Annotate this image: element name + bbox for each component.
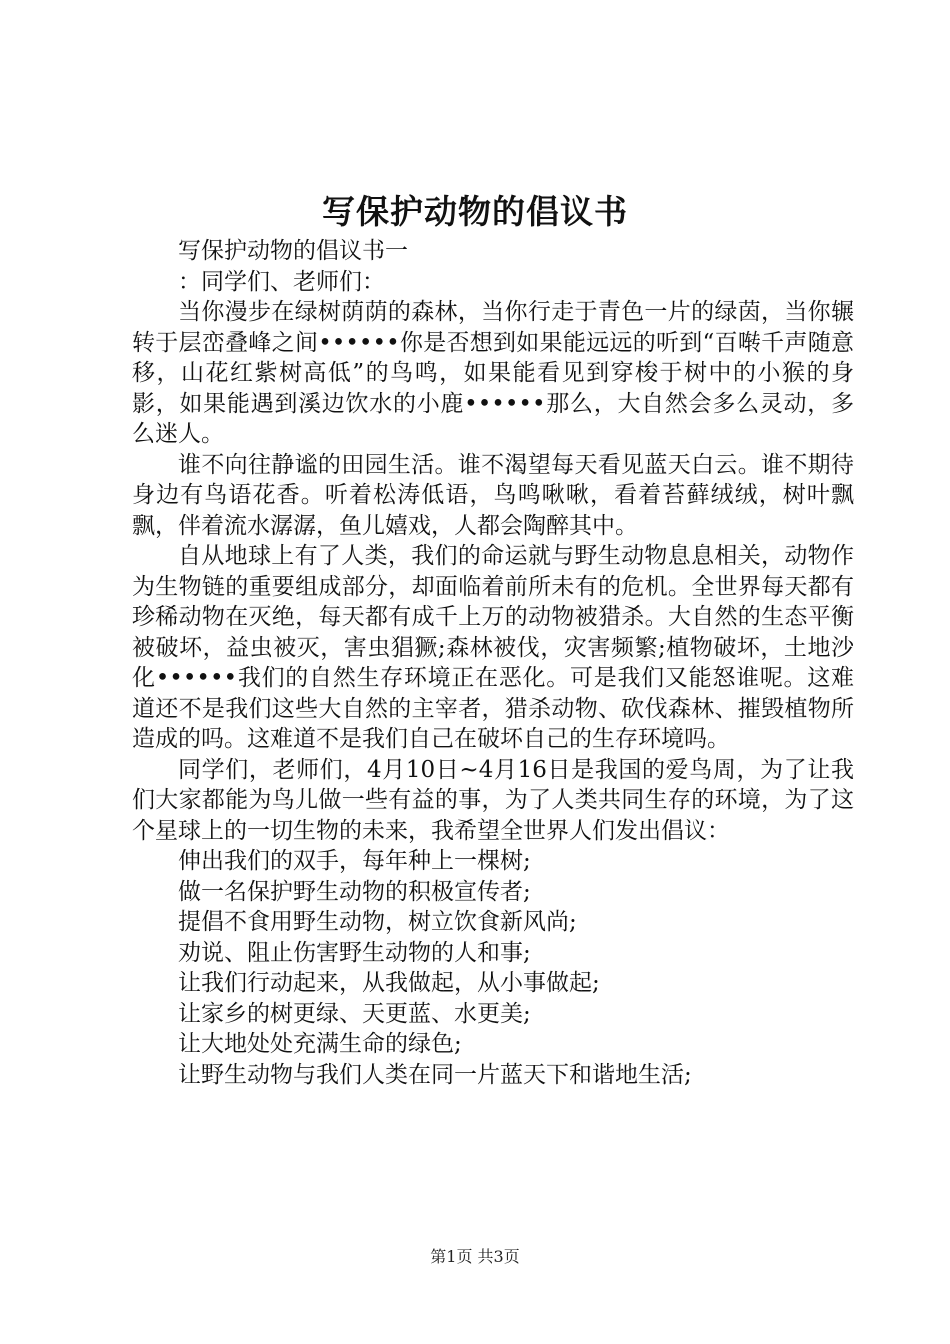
proposal-item: 伸出我们的双手，每年种上一棵树; bbox=[178, 848, 531, 874]
proposal-item: 让我们行动起来，从我做起，从小事做起; bbox=[178, 970, 600, 996]
paragraph: 当你漫步在绿树荫荫的森林，当你行走于青色一片的绿茵，当你辗转于层峦叠峰之间••••••你是否想到如果能远远的听到“百啭千声随意移，山花红紫树高低”的鸟鸣，如果能看见到穿梭于树中的小猴的身影，如果能遇到溪边饮水的小鹿••••••那么，大自然会多么灵动，多么迷人。 bbox=[132, 299, 854, 447]
paragraph: 同学们，老师们，4月10日~4月16日是我国的爱鸟周，为了让我们大家都能为鸟儿做一些有益的事，为了人类共同生存的环境，为了这个星球上的一切生物的未来，我希望全世界人们发出倡议： bbox=[132, 756, 854, 844]
page-indicator: 第1页 共3页 bbox=[430, 1247, 520, 1266]
proposal-item: 提倡不食用野生动物，树立饮食新风尚; bbox=[178, 909, 577, 935]
paragraph: 自从地球上有了人类，我们的命运就与野生动物息息相关，动物作为生物链的重要组成部分，却面临着前所未有的危机。全世界每天都有珍稀动物在灭绝，每天都有成千上万的动物被猎杀。大自然的生态平衡被破坏，益虫被灭，害虫猖獗;森林被伐，灾害频繁;植物破坏，土地沙化••••••我们的自然生存环境正在恶化。可是我们又能怒谁呢。这难道还不是我们这些大自然的主宰者，猎杀动物、砍伐森林、摧毁植物所造成的吗。这难道不是我们自己在破坏自己的生存环境吗。 bbox=[132, 543, 854, 752]
proposal-item: 让家乡的树更绿、天更蓝、水更美; bbox=[178, 1000, 531, 1027]
proposal-item: 做一名保护野生动物的积极宣传者; bbox=[178, 878, 531, 905]
proposal-item: 劝说、阻止伤害野生动物的人和事; bbox=[178, 939, 531, 966]
document-title: 写保护动物的倡议书 bbox=[322, 192, 628, 231]
document-body bbox=[132, 236, 854, 1090]
document-subtitle: 写保护动物的倡议书一 bbox=[178, 238, 408, 264]
paragraph: 谁不向往静谧的田园生活。谁不渴望每天看见蓝天白云。谁不期待身边有鸟语花香。听着松涛低语，鸟鸣啾啾，看着苔藓绒绒，树叶飘飘，伴着流水潺潺，鱼儿嬉戏，人都会陶醉其中。 bbox=[132, 451, 854, 539]
proposal-item: 让野生动物与我们人类在同一片蓝天下和谐地生活; bbox=[178, 1061, 692, 1088]
proposal-item: 让大地处处充满生命的绿色; bbox=[178, 1031, 462, 1057]
salutation: ：同学们、老师们： bbox=[178, 268, 385, 295]
